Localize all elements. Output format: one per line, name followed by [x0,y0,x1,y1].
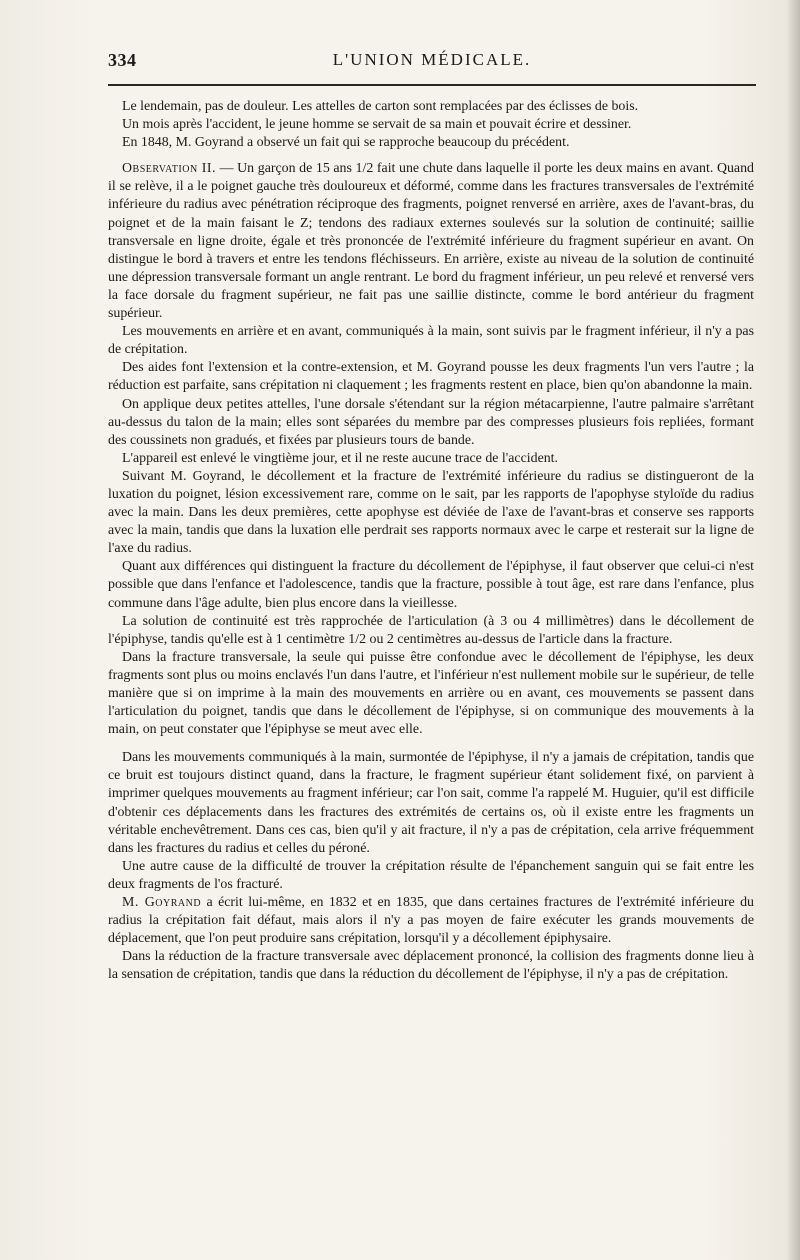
paragraph: Un mois après l'accident, le jeune homme se servait de sa main et pouvait écrire et dessiner. [122,117,632,133]
paragraph: Le lendemain, pas de douleur. Les attelles de carton sont remplacées par des éclisses de bois. [122,99,639,114]
page-edge-shadow [786,0,800,1260]
paragraph: L'appareil est enlevé le vingtième jour, et il ne reste aucune trace de l'accident. [122,450,559,466]
paragraph: Des aides font l'extension et la contre-extension, et M. Goyrand pousse les deux fragments l'un vers l'autre ; la réduction est parfaite, sans crépitation ni claquement ; les fragments restent en place, bien qu'on abandonne la main. [108,360,754,394]
paragraph: Les mouvements en arrière et en avant, communiqués à la main, sont suivis par le fragment inférieur, il n'y a pas de crépitation. [108,324,754,358]
paragraph-observation: Observation II. — Un garçon de 15 ans 1/2 fait une chute dans laquelle il porte les deux mains en avant. Quand il se relève, il a le poignet gauche très douloureux et déformé, comme dans les fractures transversales de l'extrémité inférieure du radius avec pénétration réciproque des fragments, poignet renversé en arrière, axes de l'avant-bras, du poignet et de la main faisant le Z; tendons des radiaux externes soulevés sur la solution de continuité; saillie transversale en ligne droite, égale et très prononcée de l'extrémité inférieure du fragment supérieur en avant. On distingue le bord à travers et entre les tendons fléchisseurs. En arrière, existe au niveau de la solution de continuité une dépression transversale formant un angle rentrant. Le bord du fragment inférieur, un peu relevé et renversé vers la face dorsale du fragment supérieur, ne fait pas une saillie distincte, comme le bord antérieur du fragment supérieur. [108,161,754,322]
page-header [108,50,756,76]
observation-heading: Observation II. [122,161,217,177]
author-name: M. Goyrand [122,895,202,911]
paragraph: Une autre cause de la difficulté de trouver la crépitation résulte de l'épanchement sanguin qui se fait entre les deux fragments de l'os fracturé. [108,858,754,892]
paragraph: Quant aux différences qui distinguent la fracture du décollement de l'épiphyse, il faut observer que celui-ci n'est possible que dans l'enfance et l'adolescence, tandis que la fracture, possible à tout âge, est rare dans l'enfance, plus commune dans l'âge adulte, bien plus encore dans la vieillesse. [108,559,754,611]
paragraph: Dans les mouvements communiqués à la main, surmontée de l'épiphyse, il n'y a jamais de crépitation, tandis que ce bruit est toujours distinct quand, dans la fracture, le fragment supérieur étant solidement fixé, on parvient à imprimer quelques mouvements au fragment inférieur; car l'on sait, comme l'a rappelé M. Huguier, qu'il est difficile d'obtenir ces déplacements dans les fractures des extrémités de certains os, où il existe entre les fragments un véritable enchevêtrement. Dans ces cas, bien qu'il y ait fracture, il n'y a pas de crépitation, cela arrive fréquemment dans les fractures du radius et celles du péroné. [108,750,754,856]
paragraph: Dans la fracture transversale, la seule qui puisse être confondue avec le décollement de l'épiphyse, les deux fragments sont plus ou moins enclavés l'un dans l'autre, et l'inférieur n'est nullement mobile sur le supérieur, de telle manière que si on imprime à la main des mouvements en arrière ou en avant, ces mouvements se passent dans l'articulation du poignet, tandis que dans le décollement de l'épiphyse, si on communique des mouvements à la main, on peut constater que l'épiphyse se meut avec elle. [108,649,754,738]
header-rule [108,84,756,86]
paragraph: M. Goyrand a écrit lui-même, en 1832 et en 1835, que dans certaines fractures de l'extrémité inférieure du radius la crépitation fait défaut, mais alors il n'y a pas moyen de faire exécuter les grands mouvements de déplacement, que l'on peut produire sans crépitation, lorsqu'il y a décollement épiphysaire. [108,895,754,947]
paragraph: Dans la réduction de la fracture transversale avec déplacement prononcé, la collision des fragments donne lieu à la sensation de crépitation, tandis que dans la réduction du décollement de l'épiphyse, il n'y a pas de crépitation. [108,949,754,983]
paragraph: Suivant M. Goyrand, le décollement et la fracture de l'extrémité inférieure du radius se distingueront de la luxation du poignet, lésion excessivement rare, comme on le sait, par les rapports de l'apophyse styloïde du radius avec la main. Dans les deux premières, cette apophyse est déviée de l'axe de l'avant-bras et conserve ses rapports avec la main, tandis que dans la luxation elle perdrait ses rapports normaux avec le carpe et resterait sur la ligne de l'axe du radius. [108,468,754,557]
paragraph: La solution de continuité est très rapprochée de l'articulation (à 3 ou 4 millimètres) dans le décollement de l'épiphyse, tandis qu'elle est à 1 centimètre 1/2 ou 2 centimètres au-dessus de l'article dans la fracture. [108,613,754,647]
page-number: 334 [108,50,137,70]
running-title: L'UNION MÉDICALE. [332,50,532,69]
paragraph: En 1848, M. Goyrand a observé un fait qui se rapproche beaucoup du précédent. [122,135,570,151]
body-text [108,98,754,985]
paragraph: On applique deux petites attelles, l'une dorsale s'étendant sur la région métacarpienne, l'autre palmaire s'arrêtant au-dessus du talon de la main; elles sont séparées du membre par des compresses plusieurs fois repliées, formant des coussinets non gradués, et fixées par plusieurs tours de bande. [108,396,754,448]
